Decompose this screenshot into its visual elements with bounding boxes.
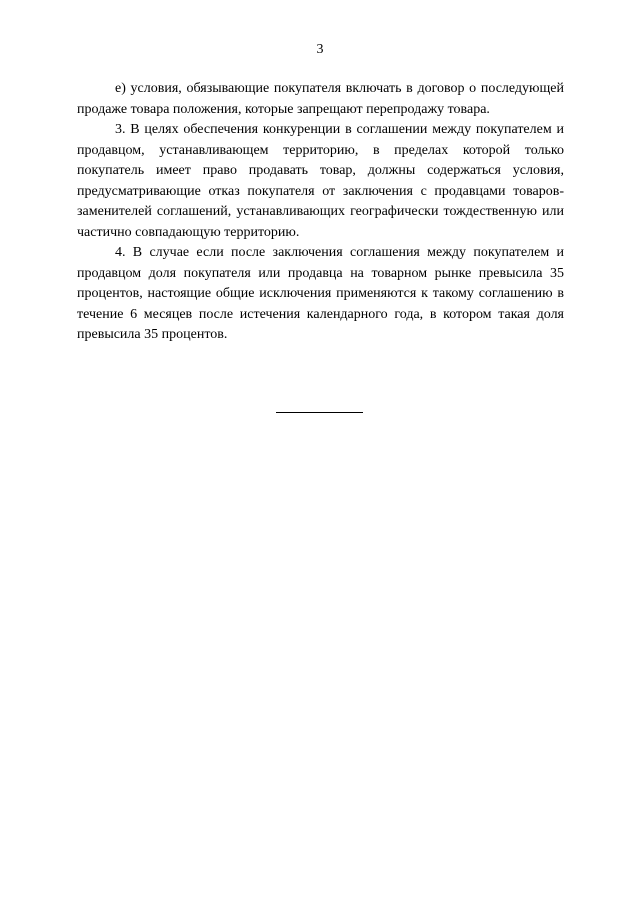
end-divider-line bbox=[276, 412, 363, 413]
document-body bbox=[77, 79, 564, 346]
paragraph-4-market-share: 4. В случае если после заключения соглашения между покупателем и продавцом доля покупателя или продавца на товарном рынке превысила 35 процентов, настоящие общие исключения применяются к такому соглашению в течение 6 месяцев после истечения календарного года, в котором такая доля превысила 35 процентов. bbox=[77, 245, 564, 342]
paragraph-3-territory-competition: 3. В целях обеспечения конкуренции в соглашении между покупателем и продавцом, устанавливающем территорию, в пределах которой только покупатель имеет право продавать товар, должны содержаться условия, предусматривающие отказ покупателя от заключения с продавцами товаров-заменителей соглашений, устанавливающих географически тождественную или частично совпадающую территорию. bbox=[77, 122, 564, 240]
paragraph-e-resale-conditions: е) условия, обязывающие покупателя включать в договор о последующей продаже товара положения, которые запрещают перепродажу товара. bbox=[77, 81, 564, 117]
page-number: 3 bbox=[316, 42, 324, 57]
